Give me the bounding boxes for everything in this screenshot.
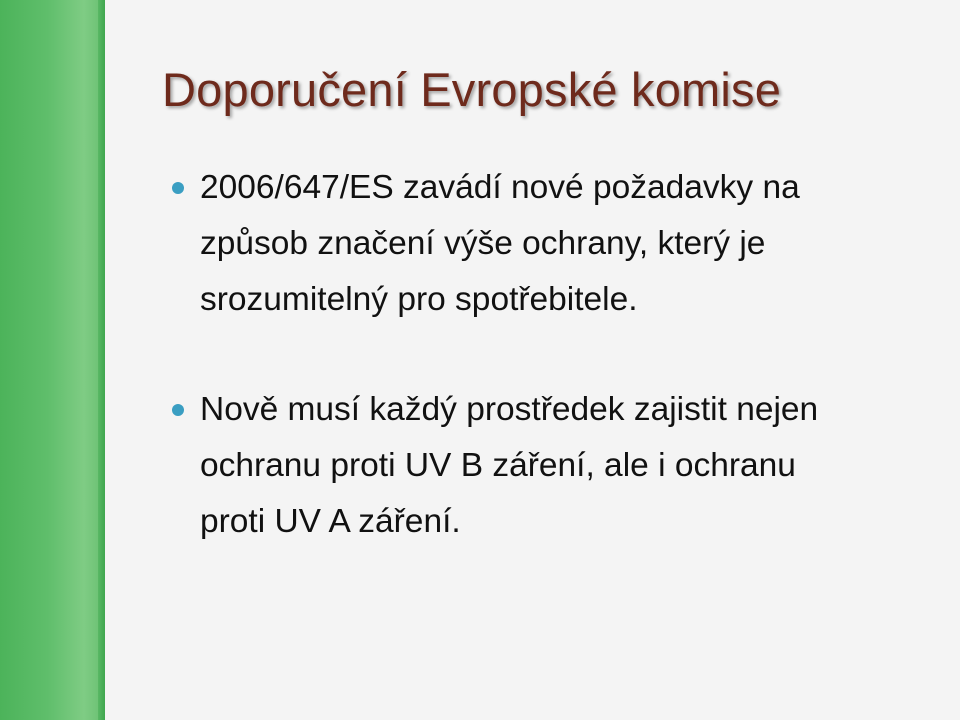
side-accent-bar <box>0 0 105 720</box>
bullet-line: 2006/647/ES zavádí nové požadavky na <box>200 169 800 206</box>
bullet-line: srozumitelný pro spotřebitele. <box>200 281 638 318</box>
bullet-item <box>172 382 942 550</box>
bullet-marker-icon <box>172 404 184 416</box>
bullet-line: Nově musí každý prostředek zajistit nejen <box>200 391 819 428</box>
bullet-item <box>172 160 942 328</box>
bullet-line: proti UV A záření. <box>200 503 461 540</box>
bullet-marker-icon <box>172 182 184 194</box>
bullet-list <box>172 160 942 550</box>
bullet-line: způsob značení výše ochrany, který je <box>200 225 766 262</box>
bullet-line: ochranu proti UV B záření, ale i ochranu <box>200 447 796 484</box>
slide-title: Doporučení Evropské komise <box>162 63 782 116</box>
side-accent-bar-edge <box>98 0 105 720</box>
